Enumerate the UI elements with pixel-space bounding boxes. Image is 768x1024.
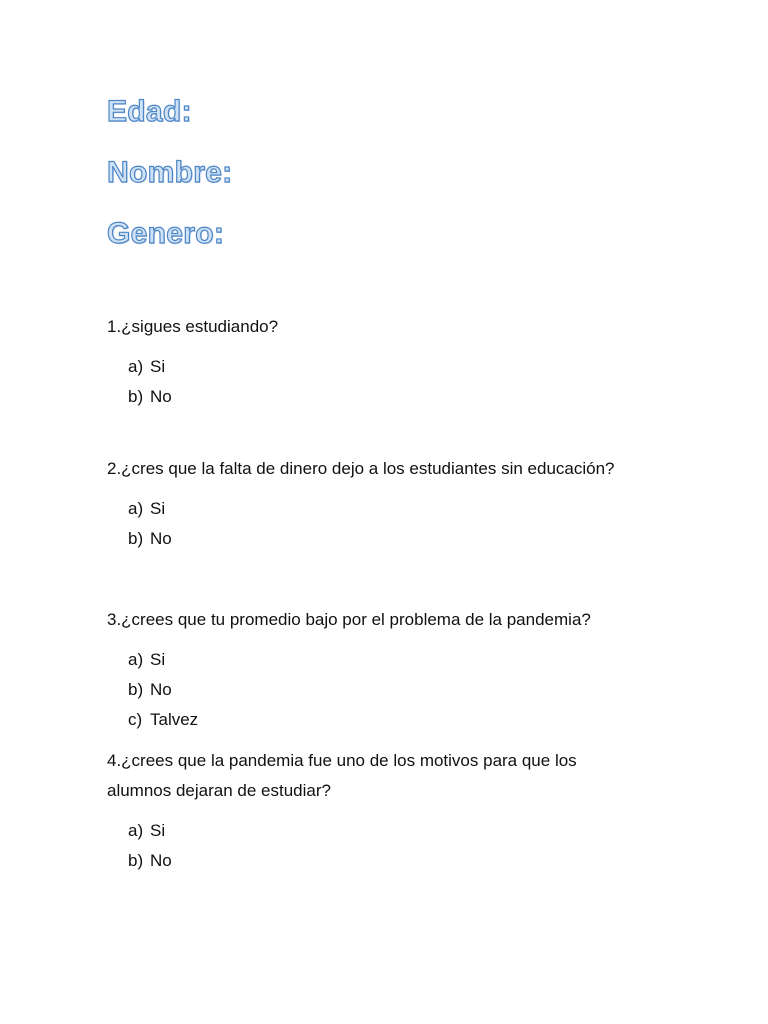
option-list <box>107 816 627 876</box>
edad-label: Edad: <box>107 95 192 128</box>
question-text: 2.¿cres que la falta de dinero dejo a los estudiantes sin educación? <box>107 459 615 478</box>
option-list <box>107 352 667 412</box>
option-letter: c) <box>128 710 143 729</box>
option-text: Si <box>150 499 166 518</box>
option-text: Si <box>150 821 166 840</box>
option-list <box>107 494 667 554</box>
option-item <box>107 846 627 876</box>
option-text: Talvez <box>150 710 199 729</box>
option-item <box>107 352 667 382</box>
question-text: 3.¿crees que tu promedio bajo por el problema de la pandemia? <box>107 610 591 629</box>
option-item <box>107 382 667 412</box>
option-list <box>107 645 667 735</box>
option-item <box>107 705 667 735</box>
option-letter: b) <box>128 529 144 548</box>
option-text: Si <box>150 357 166 376</box>
option-text: No <box>150 529 172 548</box>
option-letter: b) <box>128 387 144 406</box>
option-text: No <box>150 387 172 406</box>
genero-label: Genero: <box>107 217 225 250</box>
option-letter: a) <box>128 821 144 840</box>
nombre-label: Nombre: <box>107 156 233 189</box>
option-letter: b) <box>128 680 144 699</box>
question-3 <box>107 605 667 735</box>
question-text: 1.¿sigues estudiando? <box>107 317 279 336</box>
option-text: Si <box>150 650 166 669</box>
question-2 <box>107 454 667 554</box>
option-item <box>107 645 667 675</box>
option-item <box>107 816 627 846</box>
option-item <box>107 675 667 705</box>
option-text: No <box>150 680 172 699</box>
option-letter: b) <box>128 851 144 870</box>
option-letter: a) <box>128 499 144 518</box>
question-text: 4.¿crees que la pandemia fue uno de los motivos para que los alumnos dejaran de estudiar? <box>107 751 577 800</box>
option-letter: a) <box>128 357 144 376</box>
question-4 <box>107 746 627 876</box>
question-1 <box>107 312 667 412</box>
option-item <box>107 494 667 524</box>
option-text: No <box>150 851 172 870</box>
header-fields <box>107 96 232 279</box>
option-letter: a) <box>128 650 144 669</box>
option-item <box>107 524 667 554</box>
